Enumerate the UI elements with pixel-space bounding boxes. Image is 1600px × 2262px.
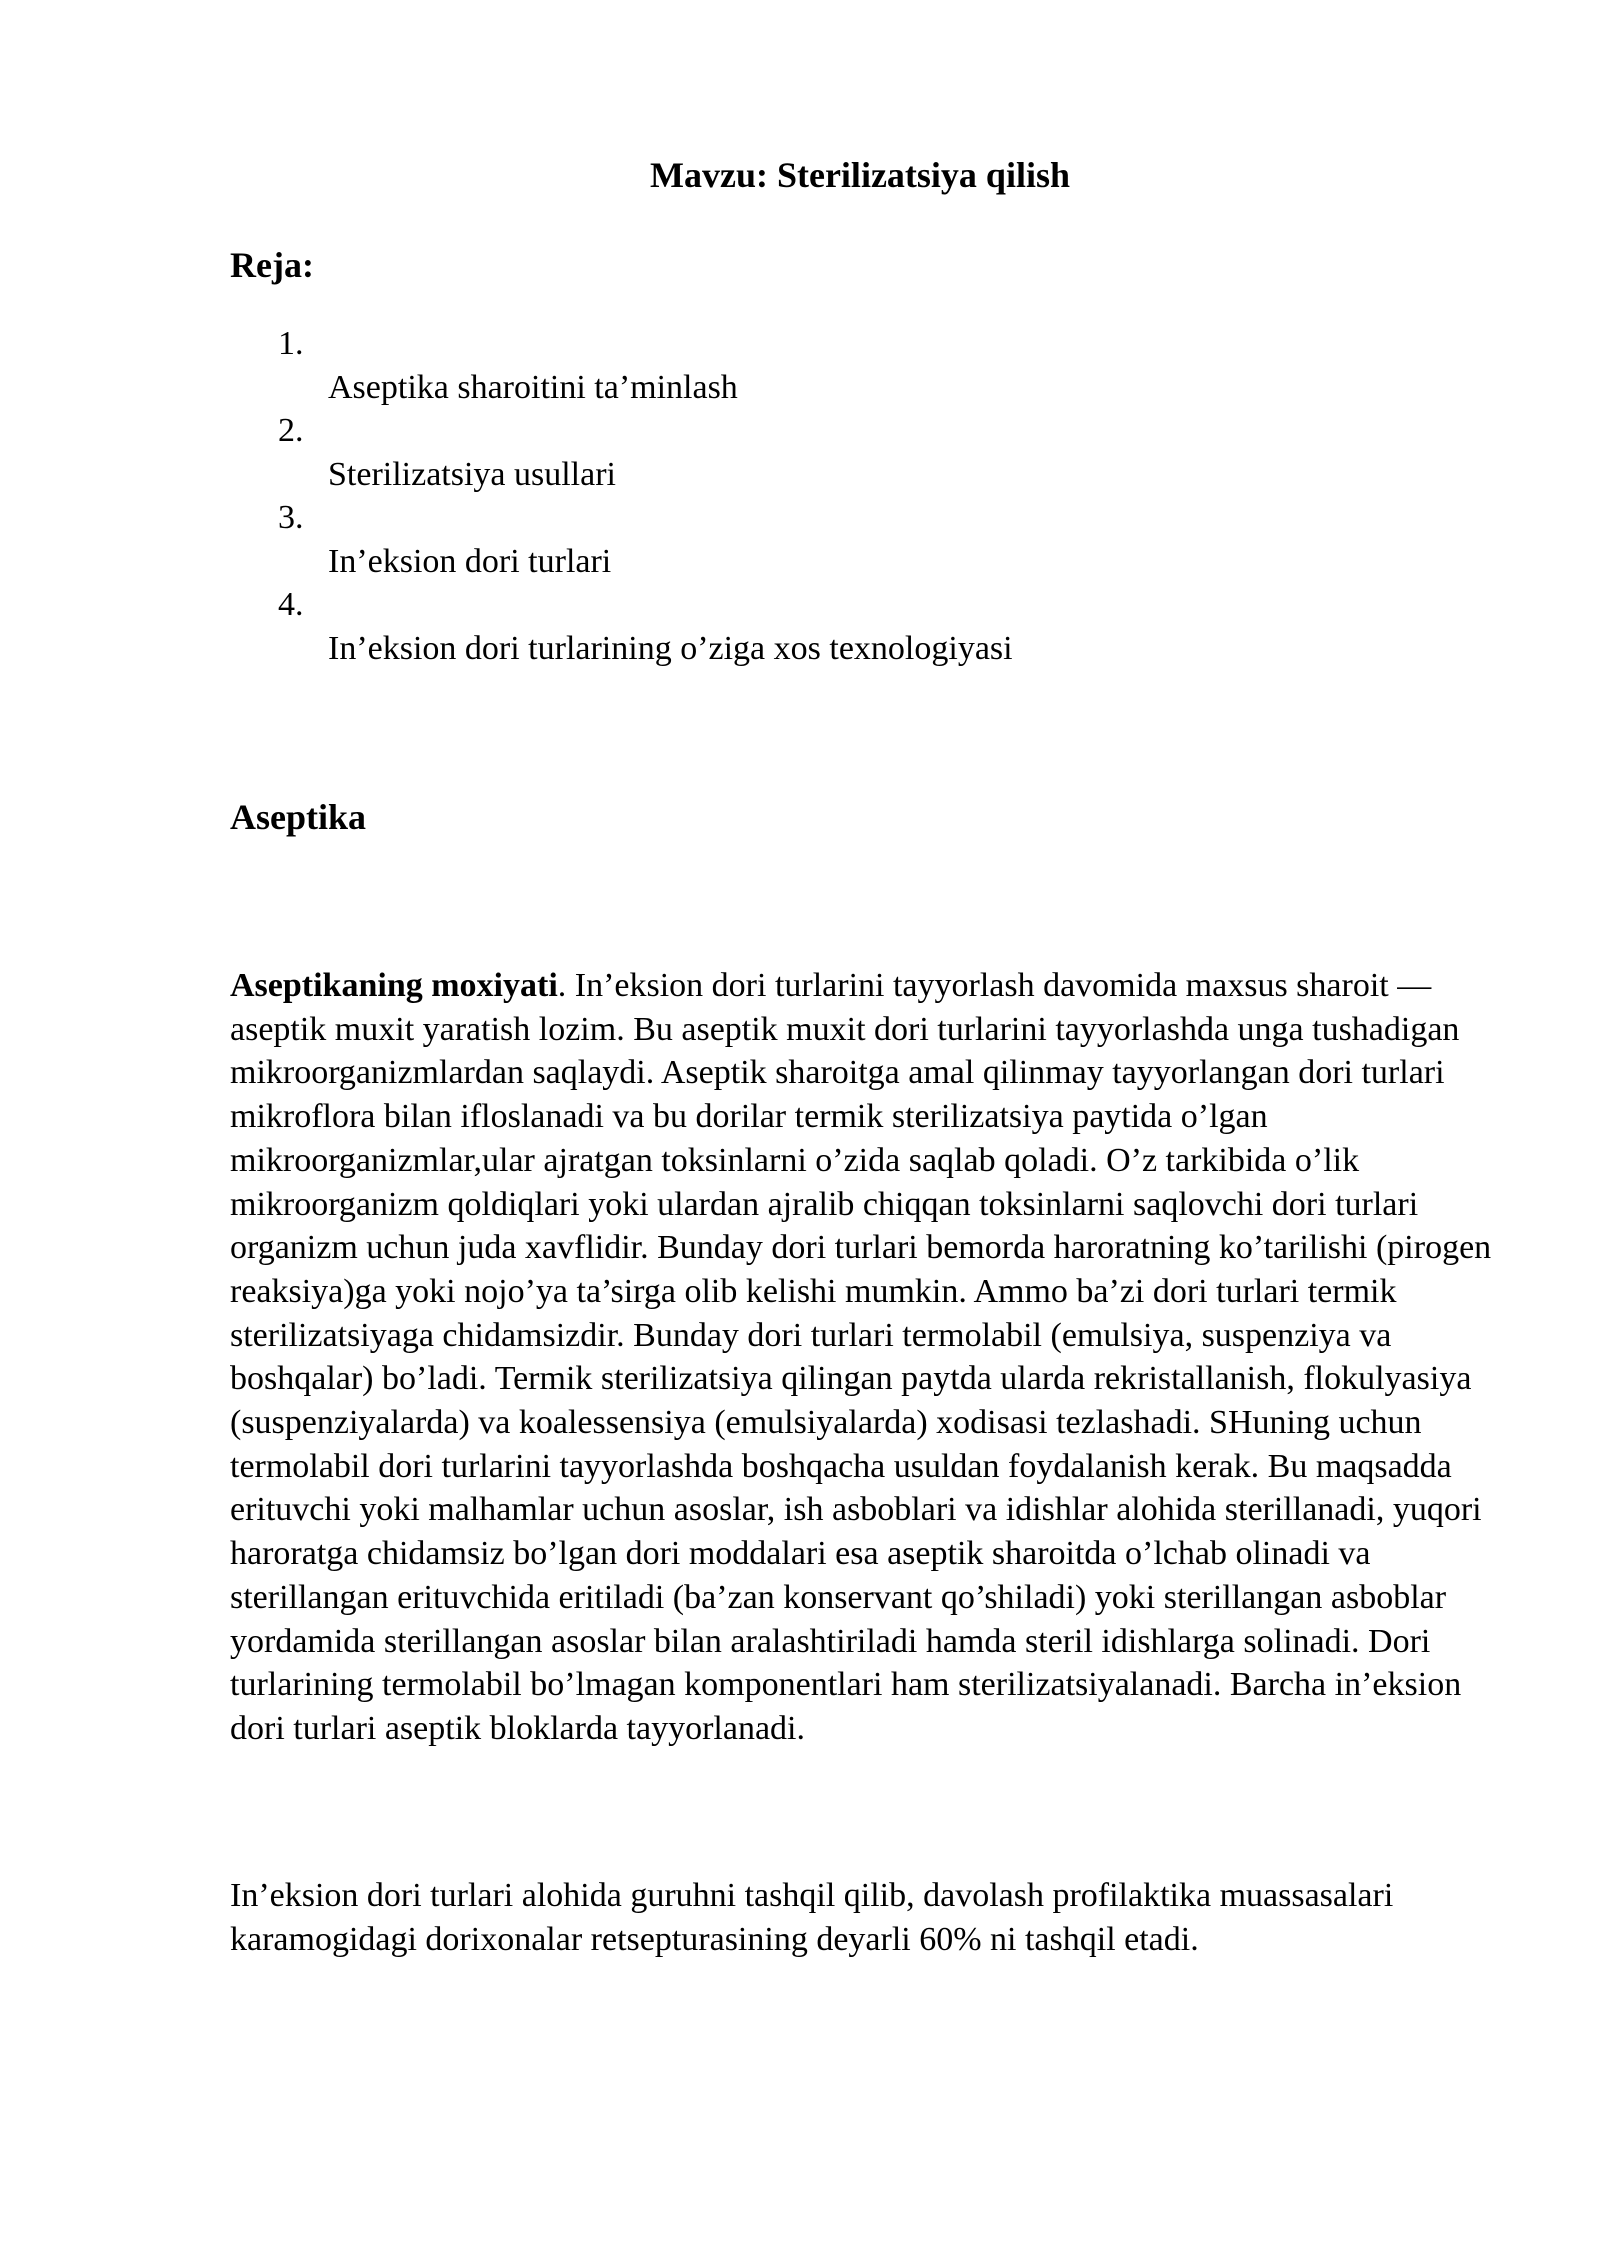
plan-item-number: 4. bbox=[278, 586, 304, 623]
paragraph-lead: Aseptikaning moxiyati bbox=[230, 967, 558, 1004]
plan-item-number: 1. bbox=[278, 325, 304, 362]
document-title: Mavzu: Sterilizatsiya qilish bbox=[650, 155, 1070, 195]
plan-item-text: In’eksion dori turlarining o’ziga xos texnologiyasi bbox=[328, 630, 1013, 667]
plan-item-number: 2. bbox=[278, 412, 304, 449]
plan-item-number: 3. bbox=[278, 499, 304, 536]
section-heading: Aseptika bbox=[230, 797, 367, 837]
body-paragraph bbox=[230, 964, 1500, 1751]
plan-item-text: Sterilizatsiya usullari bbox=[328, 456, 616, 493]
plan-item-text: In’eksion dori turlari bbox=[328, 543, 612, 580]
plan-item-text: Aseptika sharoitini ta’minlash bbox=[328, 369, 738, 406]
plan-heading: Reja: bbox=[230, 245, 314, 285]
body-paragraph: In’eksion dori turlari alohida guruhni tashqil qilib, davolash profilaktika muassasalari karamogidagi dorixonalar retsepturasining deyarli 60% ni tashqil etadi. bbox=[230, 1877, 1394, 1958]
paragraph-body: . In’eksion dori turlarini tayyorlash davomida maxsus sharoit — aseptik muxit yaratish lozim. Bu aseptik muxit dori turlarini tayyorlashda unga tushadigan mikroorganizmlardan saqlaydi. Aseptik sharoitga amal qilinmay tayyorlangan dori turlari mikroflora bilan ifloslanadi va bu dorilar termik sterilizatsiya paytida o’lgan mikroorganizmlar,ular ajratgan toksinlarni o’zida saqlab qoladi. O’z tarkibida o’lik mikroorganizm qoldiqlari yoki ulardan ajralib chiqqan toksinlarni saqlovchi dori turlari organizm uchun juda xavflidir. Bunday dori turlari bemorda haroratning ko’tarilishi (pirogen reaksiya)ga yoki nojo’ya ta’sirga olib kelishi mumkin. Ammo ba’zi dori turlari termik sterilizatsiyaga chidamsizdir. Bunday dori turlari termolabil (emulsiya, suspenziya va boshqalar) bo’ladi. Termik sterilizatsiya qilingan paytda ularda rekristallanish, flokulyasiya (suspenziyalarda) va koalessensiya (emulsiyalarda) xodisasi tezlashadi. SHuning uchun termolabil dori turlarini tayyorlashda boshqacha usuldan foydalanish kerak. Bu maqsadda erituvchi yoki malhamlar uchun asoslar, ish asboblari va idishlar alohida sterillanadi, yuqori haroratga chidamsiz bo’lgan dori moddalari esa aseptik sharoitda o’lchab olinadi va sterillangan erituvchida eritiladi (ba’zan konservant qo’shiladi) yoki sterillangan asboblar yordamida sterillangan asoslar bilan aralashtiriladi hamda steril idishlarga solinadi. Dori turlarining termolabil bo’lmagan komponentlari ham sterilizatsiyalanadi. Barcha in’eksion dori turlari aseptik bloklarda tayyorlanadi. bbox=[230, 967, 1492, 1747]
